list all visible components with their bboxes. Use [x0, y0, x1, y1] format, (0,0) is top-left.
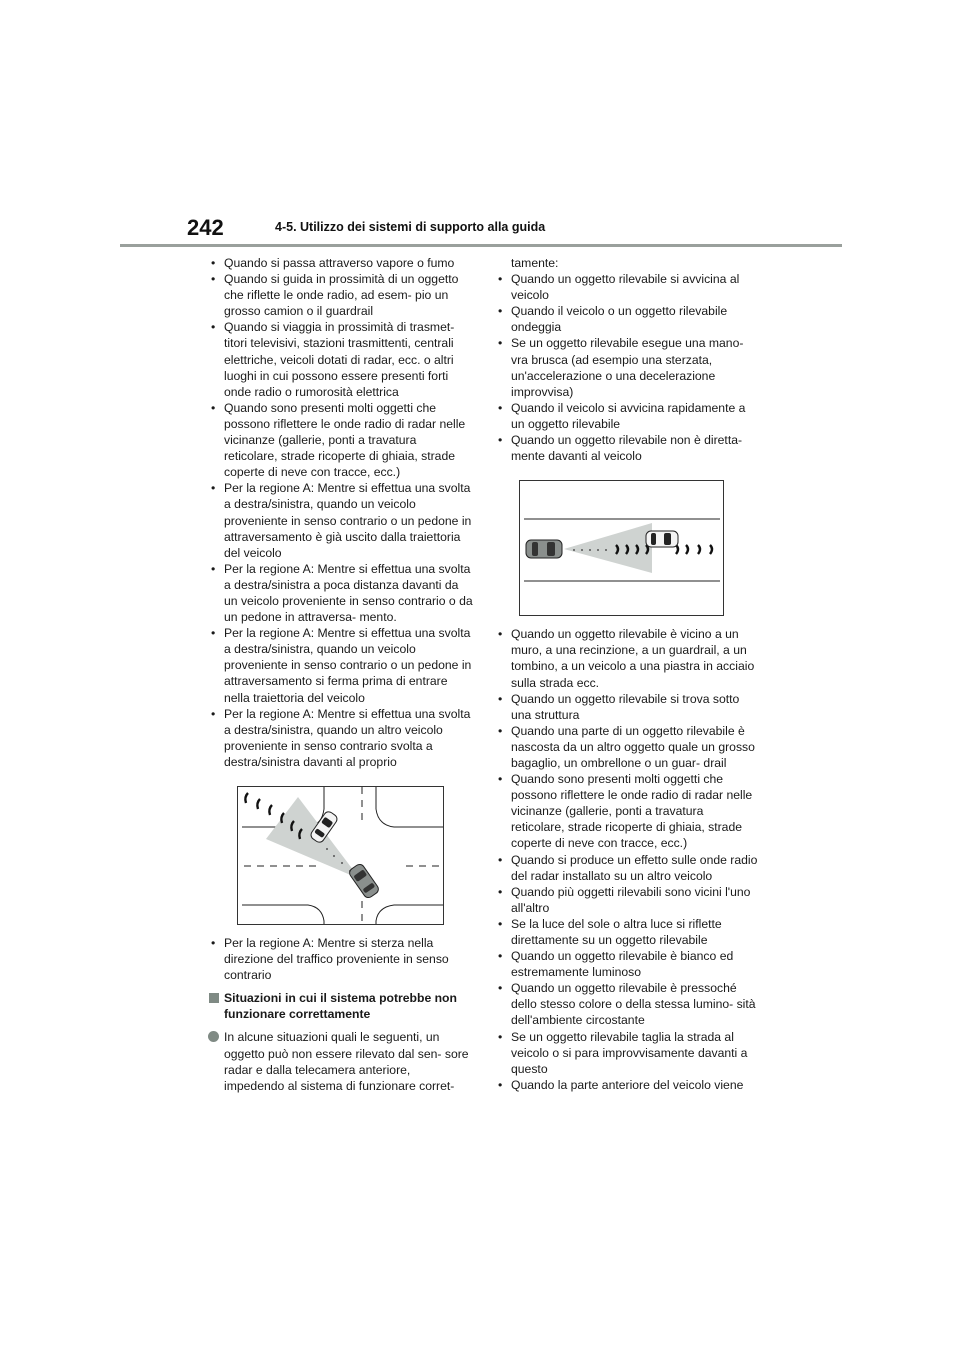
left-bullets-top	[208, 255, 473, 770]
list-item: • Quando un oggetto rilevabile è pressoché dello stesso colore o della stessa lumino- sità dell'ambiente circostante	[495, 980, 760, 1028]
own-car-icon	[526, 540, 562, 558]
right-column	[495, 255, 760, 1093]
list-item: • Quando un oggetto rilevabile si trova sotto una struttura	[495, 691, 760, 723]
intro-paragraph	[208, 1029, 473, 1093]
intersection-illustration	[238, 787, 443, 924]
list-item: • Per la regione A: Mentre si sterza nella direzione del traffico proveniente in senso contrario	[208, 935, 473, 983]
right-bullets-after-figure	[495, 626, 760, 1093]
list-item: • Quando il veicolo si avvicina rapidamente a un oggetto rilevabile	[495, 400, 760, 432]
list-item: • Per la regione A: Mentre si effettua una svolta a destra/sinistra, quando un altro veicolo proveniente in senso contrario svolta a destra/sinistra davanti al proprio	[208, 706, 473, 770]
list-item: • Quando più oggetti rilevabili sono vicini l'uno all'altro	[495, 884, 760, 916]
list-item: • Quando il veicolo o un oggetto rilevabile ondeggia	[495, 303, 760, 335]
lateral-object-figure	[519, 480, 724, 616]
paragraph-text: In alcune situazioni quali le seguenti, un oggetto può non essere rilevato dal sen- sore radar e dalla telecamera anteriore, impedendo al sistema di funzionare corret-	[224, 1030, 469, 1093]
list-item: • Quando una parte di un oggetto rilevabile è nascosta da un altro oggetto quale un grosso bagaglio, un ombrellone o un guar- drail	[495, 723, 760, 771]
list-item: • Quando si viaggia in prossimità di trasmet- titori televisivi, stazioni trasmittenti, centrali elettriche, veicoli dotati di radar, ecc. o altri luoghi in cui possono essere presenti forti onde radio o rumorosità elettrica	[208, 319, 473, 399]
page-header	[0, 0, 960, 250]
list-item: • Quando sono presenti molti oggetti che possono riflettere le onde radio di radar nelle vicinanze (gallerie, ponti a travatura reticolare, strade ricoperte di ghiaia, strade coperte di neve con tracce, ecc.)	[495, 771, 760, 851]
continuation-text: tamente:	[511, 256, 559, 270]
list-item: • Quando si passa attraverso vapore o fumo	[208, 255, 473, 271]
list-item: • Quando un oggetto rilevabile è bianco ed estremamente luminoso	[495, 948, 760, 980]
square-bullet-icon	[209, 993, 219, 1003]
left-column	[208, 255, 473, 1094]
list-item: • Se un oggetto rilevabile taglia la strada al veicolo o si para improvvisamente davanti a questo	[495, 1029, 760, 1077]
list-item: • Quando si guida in prossimità di un oggetto che riflette le onde radio, ad esem- pio un grosso camion o il guardrail	[208, 271, 473, 319]
own-car-icon	[348, 862, 381, 899]
heading-text: Situazioni in cui il sistema potrebbe non funzionare correttamente	[224, 991, 457, 1022]
intersection-turn-figure	[237, 786, 444, 925]
list-item: • Per la regione A: Mentre si effettua una svolta a destra/sinistra a poca distanza davanti da un veicolo proveniente in senso contrario o da un pedone in attraversa- mento.	[208, 561, 473, 625]
lane-illustration	[520, 481, 723, 615]
header-rule	[120, 244, 842, 247]
list-item: • Quando un oggetto rilevabile è vicino a un muro, a una recinzione, a un guardrail, a un tombino, a un veicolo a una piastra in acciaio sulla strada ecc.	[495, 626, 760, 690]
list-item: • Quando un oggetto rilevabile non è diretta- mente davanti al veicolo	[495, 432, 760, 464]
detected-car-icon	[646, 531, 678, 547]
list-item: • Quando sono presenti molti oggetti che possono riflettere le onde radio di radar nelle vicinanze (gallerie, ponti a travatura reticolare, strade ricoperte di ghiaia, strade coperte di neve con tracce, ecc.)	[208, 400, 473, 480]
section-title: 4-5. Utilizzo dei sistemi di supporto alla guida	[275, 220, 546, 234]
list-item: • Quando si produce un effetto sulle onde radio del radar installato su un altro veicolo	[495, 852, 760, 884]
list-item: • Se un oggetto rilevabile esegue una mano- vra brusca (ad esempio una sterzata, un'accelerazione o una decelerazione improvvisa)	[495, 335, 760, 399]
circle-bullet-icon	[208, 1031, 219, 1042]
situations-heading	[208, 990, 473, 1022]
list-item: • Quando un oggetto rilevabile si avvicina al veicolo	[495, 271, 760, 303]
list-item: • Per la regione A: Mentre si effettua una svolta a destra/sinistra, quando un veicolo proveniente in senso contrario o un pedone in attraversamento si ferma prima di entrare nella traiettoria del veicolo	[208, 625, 473, 705]
list-item: • Se la luce del sole o altra luce si riflette direttamente su un oggetto rilevabile	[495, 916, 760, 948]
left-bullets-after-figure	[208, 935, 473, 983]
list-item: • Per la regione A: Mentre si effettua una svolta a destra/sinistra, quando un veicolo proveniente in senso contrario o un pedone in attraversamento è già uscito dalla traiettoria del veicolo	[208, 480, 473, 560]
list-item: • Quando la parte anteriore del veicolo viene	[495, 1077, 760, 1093]
page-number: 242	[187, 215, 224, 240]
right-bullets-top	[495, 271, 760, 464]
